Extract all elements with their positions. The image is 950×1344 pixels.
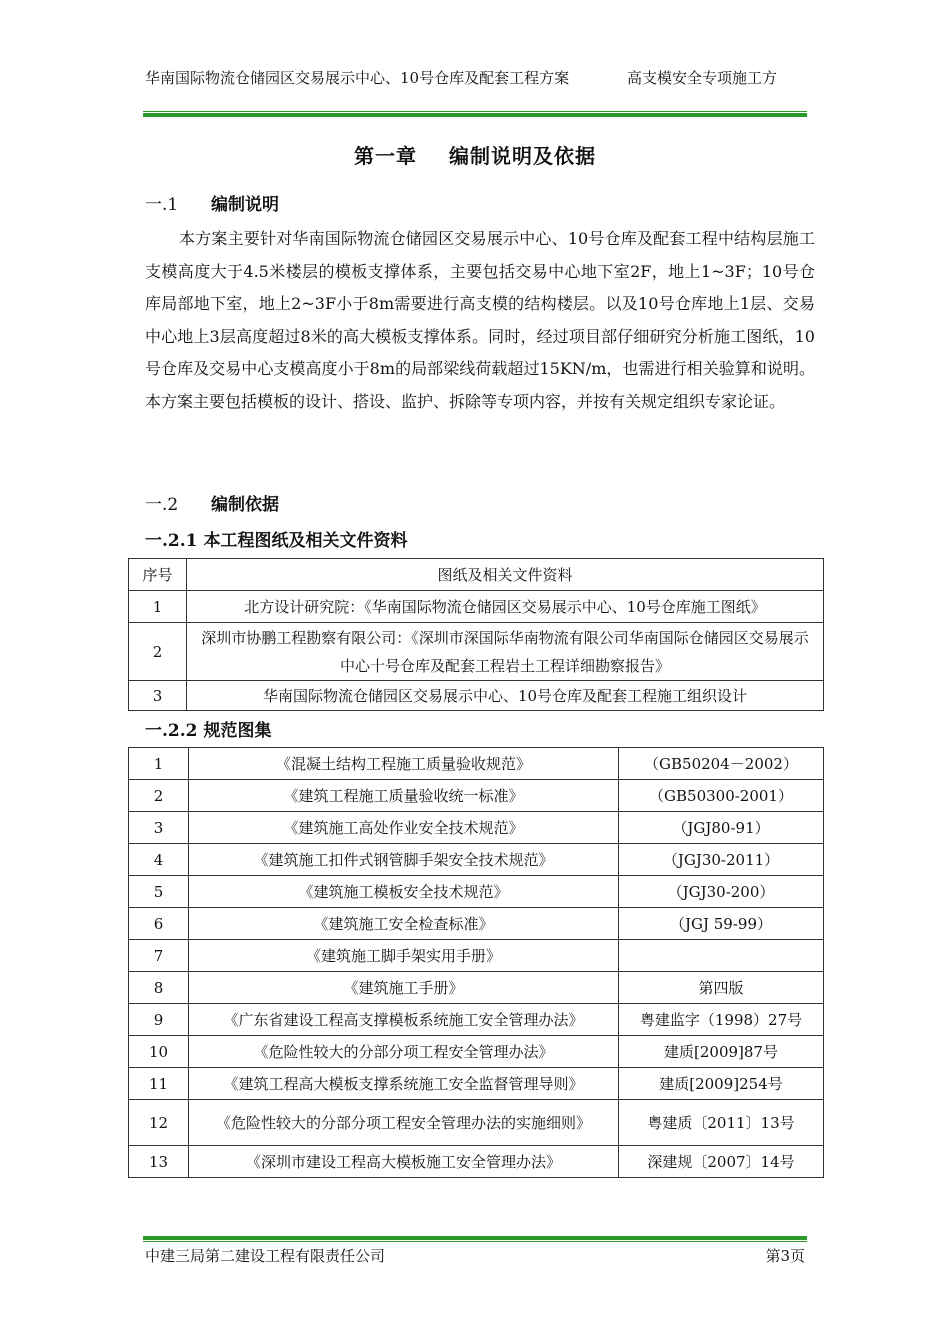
standard-name-cell: 《建筑施工脚手架实用手册》 [189,940,619,972]
table-row [129,780,824,812]
standard-name-cell: 《建筑施工高处作业安全技术规范》 [189,812,619,844]
section-heading-1-2-1 [145,526,408,551]
table-row [129,876,824,908]
table-cell: 北方设计研究院：《华南国际物流仓储园区交易展示中心、10号仓库施工图纸》 [187,591,824,623]
header-doc-title: 高支模安全专项施工方 [627,69,778,87]
table-header-cell: 图纸及相关文件资料 [187,559,824,591]
table-row [129,812,824,844]
header-rule [143,111,807,117]
section-heading-1-2 [145,490,279,515]
table-cell: 1 [129,591,187,623]
section-heading-1-2-2 [145,716,272,741]
standard-name-cell: 《建筑工程高大模板支撑系统施工安全监督管理导则》 [189,1068,619,1100]
table-row [129,623,824,681]
standard-name-cell: 《建筑施工模板安全技术规范》 [189,876,619,908]
table-header-cell: 序号 [129,559,187,591]
section-title: 规范图集 [203,721,272,741]
section-number: 一.2 [145,495,179,515]
row-number-cell: 3 [129,812,189,844]
standard-name-cell: 《建筑施工手册》 [189,972,619,1004]
standard-code-cell: （JGJ30-200） [619,876,824,908]
table-cell: 3 [129,681,187,711]
body-paragraph: 本方案主要针对华南国际物流仓储园区交易展示中心、10号仓库及配套工程中结构层施工支模高度大于4.5米楼层的模板支撑体系，主要包括交易中心地下室2F，地上1~3F；10号仓库局部地下室，地上2~3F小于8m需要进行高支模的结构楼层。以及10号仓库地上1层、交易中心地上3层高度超过8米的高大模板支撑体系。同时，经过项目部仔细研究分析施工图纸，10号仓库及交易中心支模高度小于8m的局部梁线荷载超过15KN/m，也需进行相关验算和说明。本方案主要包括模板的设计、搭设、监护、拆除等专项内容，并按有关规定组织专家论证。 [145,229,815,411]
standard-name-cell: 《建筑施工扣件式钢管脚手架安全技术规范》 [189,844,619,876]
page-footer [145,1245,805,1266]
section-title: 本工程图纸及相关文件资料 [203,531,408,551]
standard-code-cell: 建质[2009]87号 [619,1036,824,1068]
table-row [129,844,824,876]
chapter-number: 第一章 [354,144,417,168]
footer-company: 中建三局第二建设工程有限责任公司 [145,1247,386,1265]
table-row [129,681,824,711]
standard-name-cell: 《建筑工程施工质量验收统一标准》 [189,780,619,812]
row-number-cell: 2 [129,780,189,812]
standard-name-cell: 《建筑施工安全检查标准》 [189,908,619,940]
standards-table [128,747,824,1178]
standard-code-cell: （GB50204－2002） [619,748,824,780]
table-row [129,940,824,972]
standard-code-cell: 第四版 [619,972,824,1004]
standard-code-cell [619,940,824,972]
section-title: 编制依据 [211,495,279,515]
chapter-name: 编制说明及依据 [449,144,596,168]
row-number-cell: 6 [129,908,189,940]
section-heading-1-1 [145,190,279,215]
standard-code-cell: 粤建监字（1998）27号 [619,1004,824,1036]
row-number-cell: 7 [129,940,189,972]
drawings-table [128,558,824,711]
table-row [129,1004,824,1036]
table-row [129,1036,824,1068]
standard-name-cell: 《广东省建设工程高支撑模板系统施工安全管理办法》 [189,1004,619,1036]
standard-name-cell: 《深圳市建设工程高大模板施工安全管理办法》 [189,1146,619,1178]
standard-code-cell: （JGJ30-2011） [619,844,824,876]
table-header-row [129,559,824,591]
table-row [129,908,824,940]
row-number-cell: 13 [129,1146,189,1178]
standard-name-cell: 《危险性较大的分部分项工程安全管理办法的实施细则》 [189,1100,619,1146]
table-cell: 2 [129,623,187,681]
standard-code-cell: 粤建质〔2011〕13号 [619,1100,824,1146]
header-project-title: 华南国际物流仓储园区交易展示中心、10号仓库及配套工程方案 [145,69,570,87]
standard-code-cell: 建质[2009]254号 [619,1068,824,1100]
row-number-cell: 10 [129,1036,189,1068]
standard-name-cell: 《混凝土结构工程施工质量验收规范》 [189,748,619,780]
section-title: 编制说明 [211,195,279,215]
standard-code-cell: （GB50300-2001） [619,780,824,812]
standard-code-cell: （JGJ80-91） [619,812,824,844]
table-row [129,748,824,780]
page-number: 第3页 [765,1247,805,1265]
row-number-cell: 4 [129,844,189,876]
table-cell: 深圳市协鹏工程勘察有限公司：《深圳市深国际华南物流有限公司华南国际仓储园区交易展示中心十号仓库及配套工程岩土工程详细勘察报告》 [187,623,824,681]
table-row [129,1146,824,1178]
row-number-cell: 11 [129,1068,189,1100]
table-row [129,972,824,1004]
section-number: 一.2.1 [145,531,198,551]
standards-table-body [129,748,824,1178]
row-number-cell: 9 [129,1004,189,1036]
chapter-title [0,140,950,169]
standard-code-cell: 深建规〔2007〕14号 [619,1146,824,1178]
footer-rule [143,1236,807,1242]
standard-code-cell: （JGJ 59-99） [619,908,824,940]
row-number-cell: 1 [129,748,189,780]
table-row [129,1100,824,1146]
row-number-cell: 8 [129,972,189,1004]
table-row [129,591,824,623]
table-cell: 华南国际物流仓储园区交易展示中心、10号仓库及配套工程施工组织设计 [187,681,824,711]
standard-name-cell: 《危险性较大的分部分项工程安全管理办法》 [189,1036,619,1068]
row-number-cell: 12 [129,1100,189,1146]
section-number: 一.1 [145,195,179,215]
row-number-cell: 5 [129,876,189,908]
table-row [129,1068,824,1100]
section-number: 一.2.2 [145,721,198,741]
